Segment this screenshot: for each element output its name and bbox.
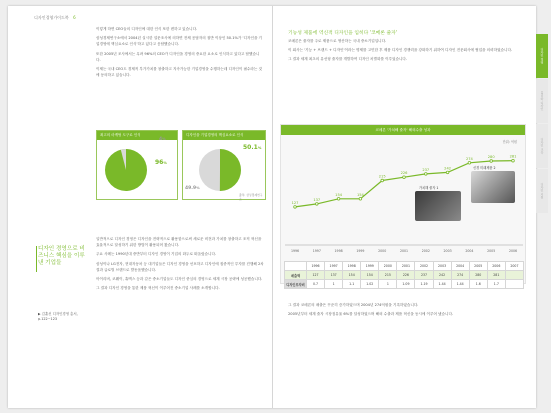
x-tick-label: 1997 [312, 249, 321, 253]
data-point [381, 179, 384, 182]
chapter-tab[interactable]: CEO와 디자인 [536, 79, 548, 123]
reference-note: ▶ 김훈신 디자인경영 총서, p.122~123 [38, 312, 78, 321]
table-header-cell: 2003 [433, 262, 451, 271]
section-heading [38, 246, 90, 267]
data-point [468, 162, 471, 165]
table-header-cell: 2007 [505, 262, 523, 271]
table-cell: 242 [433, 271, 451, 280]
paragraph: 또한 2005년 조사에서는 무려 96%의 CEO가 디자인을 경영의 중요한 요소로 인식하고 있다고 답했습니다. [96, 51, 260, 62]
pie-slice-aware [220, 149, 241, 191]
pie-box-core-element [182, 130, 266, 200]
section-heading-text: 디자인 경영으로 비즈니스 핵심을 이루낸 기업들 [38, 246, 85, 266]
page-number: 6 [73, 15, 76, 20]
table-cell: 1.44 [451, 280, 469, 289]
data-point [403, 176, 406, 179]
table-cell: 1.1 [343, 280, 361, 289]
paragraph: 삼성이나 LG전자, 현대자동차 등 대기업들은 디자인 경영을 선포하고 디자인에 집중적인 투자를 진행해 2차 결과 글로벌 브랜드로 발돋움했습니다. [96, 261, 264, 272]
data-label: 154 [356, 192, 364, 197]
table-header-cell: 1997 [325, 262, 343, 271]
pie-big-value: 96% [155, 159, 167, 166]
data-label: 280 [487, 155, 495, 159]
data-label: 137 [313, 197, 321, 202]
pie-small-value: 49.9% [185, 186, 200, 191]
source-note: 출처: 삼성경제연구소 [239, 193, 263, 201]
data-point [316, 203, 319, 206]
paragraph: 그 결과 세계 최초의 유선형 줄자를 개발하여 디자인 차별화를 이루었습니다. [288, 57, 408, 62]
table-cell: 127 [307, 271, 325, 280]
chapter-tab[interactable]: 디자인 경영 [536, 34, 548, 78]
data-label: 281 [509, 154, 517, 159]
pie-chart-core-element [197, 147, 243, 193]
pie-box-marketing [96, 130, 178, 200]
x-tick-label: 2000 [378, 249, 387, 253]
table-cell: 1 [325, 280, 343, 289]
x-tick-label: 1996 [290, 249, 300, 253]
data-point [490, 160, 493, 163]
x-tick-label: 2005 [487, 249, 496, 253]
table-header-cell: 1998 [343, 262, 361, 271]
table-row [285, 271, 524, 280]
table-cell [505, 280, 523, 289]
right-body-text [288, 302, 524, 320]
data-point [446, 171, 449, 174]
table-cell: 215 [379, 271, 397, 280]
table-cell: 137 [325, 271, 343, 280]
chart-title: 코메론 '가치해 줄자' 해외수출 성과 [281, 125, 525, 135]
paragraph: 이렇게 하면 CEO들의 디자인에 대한 인식 또한 변하고 있습니다. [96, 27, 198, 31]
table-header-cell: 2002 [415, 262, 433, 271]
paragraph: 이제는 국내 CEO도 경제적 부가가치를 창출하고 지속가능한 기업경영을 수행하는데 디자인이 필수라는 것에 동의하고 있습니다. [96, 67, 262, 78]
running-header-title: 디자인경영가이드북 [34, 15, 69, 20]
x-tick-label: 2006 [508, 249, 518, 253]
photo-label: 가치해 줄자 1 [419, 186, 439, 190]
sales-chart-box [280, 124, 526, 287]
table-header-cell [285, 262, 307, 271]
product-photo [415, 191, 461, 221]
right-intro-text [288, 29, 524, 66]
paragraph: 2005년부터 세계 줄자 시장점유율 6%를 달성하였으며 해외 수출과 제품 혁신을 동시에 이루어 냈습니다. [288, 312, 454, 317]
data-point [294, 206, 297, 209]
table-cell: 154 [343, 271, 361, 280]
x-tick-label: 2003 [443, 249, 452, 253]
paragraph: 삼성경제연구소에서 2004년 실시한 설문조사에 의하면 전체 응답자의 절반 이상인 50.1%가 '디자인을 기업경영에 핵심요소로 인식'하고 있다고 응답했습니다. [96, 36, 263, 47]
book-spread [8, 6, 544, 408]
x-tick-label: 1998 [334, 249, 343, 253]
data-label: 215 [378, 174, 386, 179]
paragraph: 이 회사는 '기능 + 브랜드 + 디자인'이라는 명제를 고민한 후 제품 디자인 경쟁력을 강화하기 위하여 디자인 전문회사에 협업을 의뢰하였습니다. [288, 48, 513, 53]
table-cell: 1.02 [361, 280, 379, 289]
x-tick-label: 1999 [356, 249, 365, 253]
pie-big-value: 50.1% [243, 144, 262, 151]
paragraph: 일반적으로 디자인 경영은 디자인을 전략적으로 활용함으로써 새로운 비전과 가치를 창출하고 조직 혁신을 효율적으로 달성하기 위한 방법이 활용되어 왔습니다. [96, 237, 262, 248]
table-cell: 274 [451, 271, 469, 280]
chapter-tab[interactable]: 디자인 교육 [536, 124, 548, 168]
x-tick-label: 2004 [465, 249, 474, 253]
data-point [512, 159, 515, 162]
table-cell: 1.19 [415, 280, 433, 289]
table-cell: 1 [379, 280, 397, 289]
data-label: 154 [335, 192, 343, 197]
table-header-row [285, 262, 524, 271]
chapter-tab[interactable]: 디자인 지원 [536, 169, 548, 213]
table-header-cell: 2004 [451, 262, 469, 271]
heading-accent-bar [36, 246, 37, 272]
pie-chart-marketing [103, 147, 149, 193]
data-label: 242 [444, 166, 452, 171]
table-cell: 281 [487, 271, 505, 280]
table-cell: 1.44 [433, 280, 451, 289]
table-cell: 1.09 [397, 280, 415, 289]
table-cell: 226 [397, 271, 415, 280]
case-title: 기능성 제품에 역신적 디자인을 입히다 '코메론 줄자' [288, 31, 398, 36]
table-header-cell: 1999 [361, 262, 379, 271]
paragraph: 주요 사례는 1990년대 중반부터 디자인 경영이 기업의 화두로 떠올랐습니다. [96, 252, 217, 257]
pie-small-value: 4% [159, 137, 166, 142]
paragraph: 그 결과 코메론의 매출은 꾸준히 증가하였으며 2004년 274억원을 기록하였습니다. [288, 303, 419, 307]
table-header-cell: 2005 [469, 262, 487, 271]
paragraph: 그 결과 디자인 경영을 통한 제품 혁신이 이루어진 중소기업 사례를 소개합니다. [96, 286, 220, 291]
paragraph: 아이리버, 코웨이, 휴맥스 등과 같은 중소기업들도 디자인 중심의 경영으로 세계 시장 공략에 성공했습니다. [96, 277, 263, 282]
data-label: 127 [291, 200, 299, 205]
table-cell [505, 271, 523, 280]
x-tick-label: 2001 [399, 249, 409, 253]
table-cell: 0.7 [307, 280, 325, 289]
data-table [284, 261, 524, 289]
table-cell: 237 [415, 271, 433, 280]
left-intro-text [96, 26, 264, 81]
table-cell: 1.6 [469, 280, 487, 289]
table-header-cell: 2000 [379, 262, 397, 271]
left-body-text [96, 236, 264, 294]
data-label: 274 [465, 156, 473, 161]
table-row-label: 디자인투자비 [285, 280, 307, 289]
pie-box-title: 디자인을 기업경영의 핵심요소로 인식 [183, 131, 265, 140]
data-point [425, 173, 428, 176]
table-cell: 1.7 [487, 280, 505, 289]
table-row [285, 280, 524, 289]
table-header-cell: 1996 [307, 262, 325, 271]
chapter-tabs [536, 34, 548, 214]
chart-unit: 단위: 억원 [502, 140, 517, 144]
pie-box-title: 최고의 마케팅 도구로 인식 [97, 131, 177, 140]
data-point [359, 198, 362, 201]
table-cell: 280 [469, 271, 487, 280]
table-cell: 154 [361, 271, 379, 280]
product-photo [471, 171, 515, 203]
table-row-label: 매출액 [285, 271, 307, 280]
x-tick-label: 2002 [421, 249, 430, 253]
paragraph: 코메론은 줄자를 주로 제품으로 생산하는 국내 중소기업입니다. [288, 39, 387, 43]
page-fold [272, 6, 273, 408]
data-point [337, 198, 340, 201]
photo-label: 신경 미래제품 2 [473, 166, 496, 170]
data-label: 237 [422, 167, 430, 172]
table-header-cell: 2001 [397, 262, 415, 271]
running-header [34, 15, 76, 21]
data-label: 226 [400, 171, 408, 176]
table-header-cell: 2006 [487, 262, 505, 271]
